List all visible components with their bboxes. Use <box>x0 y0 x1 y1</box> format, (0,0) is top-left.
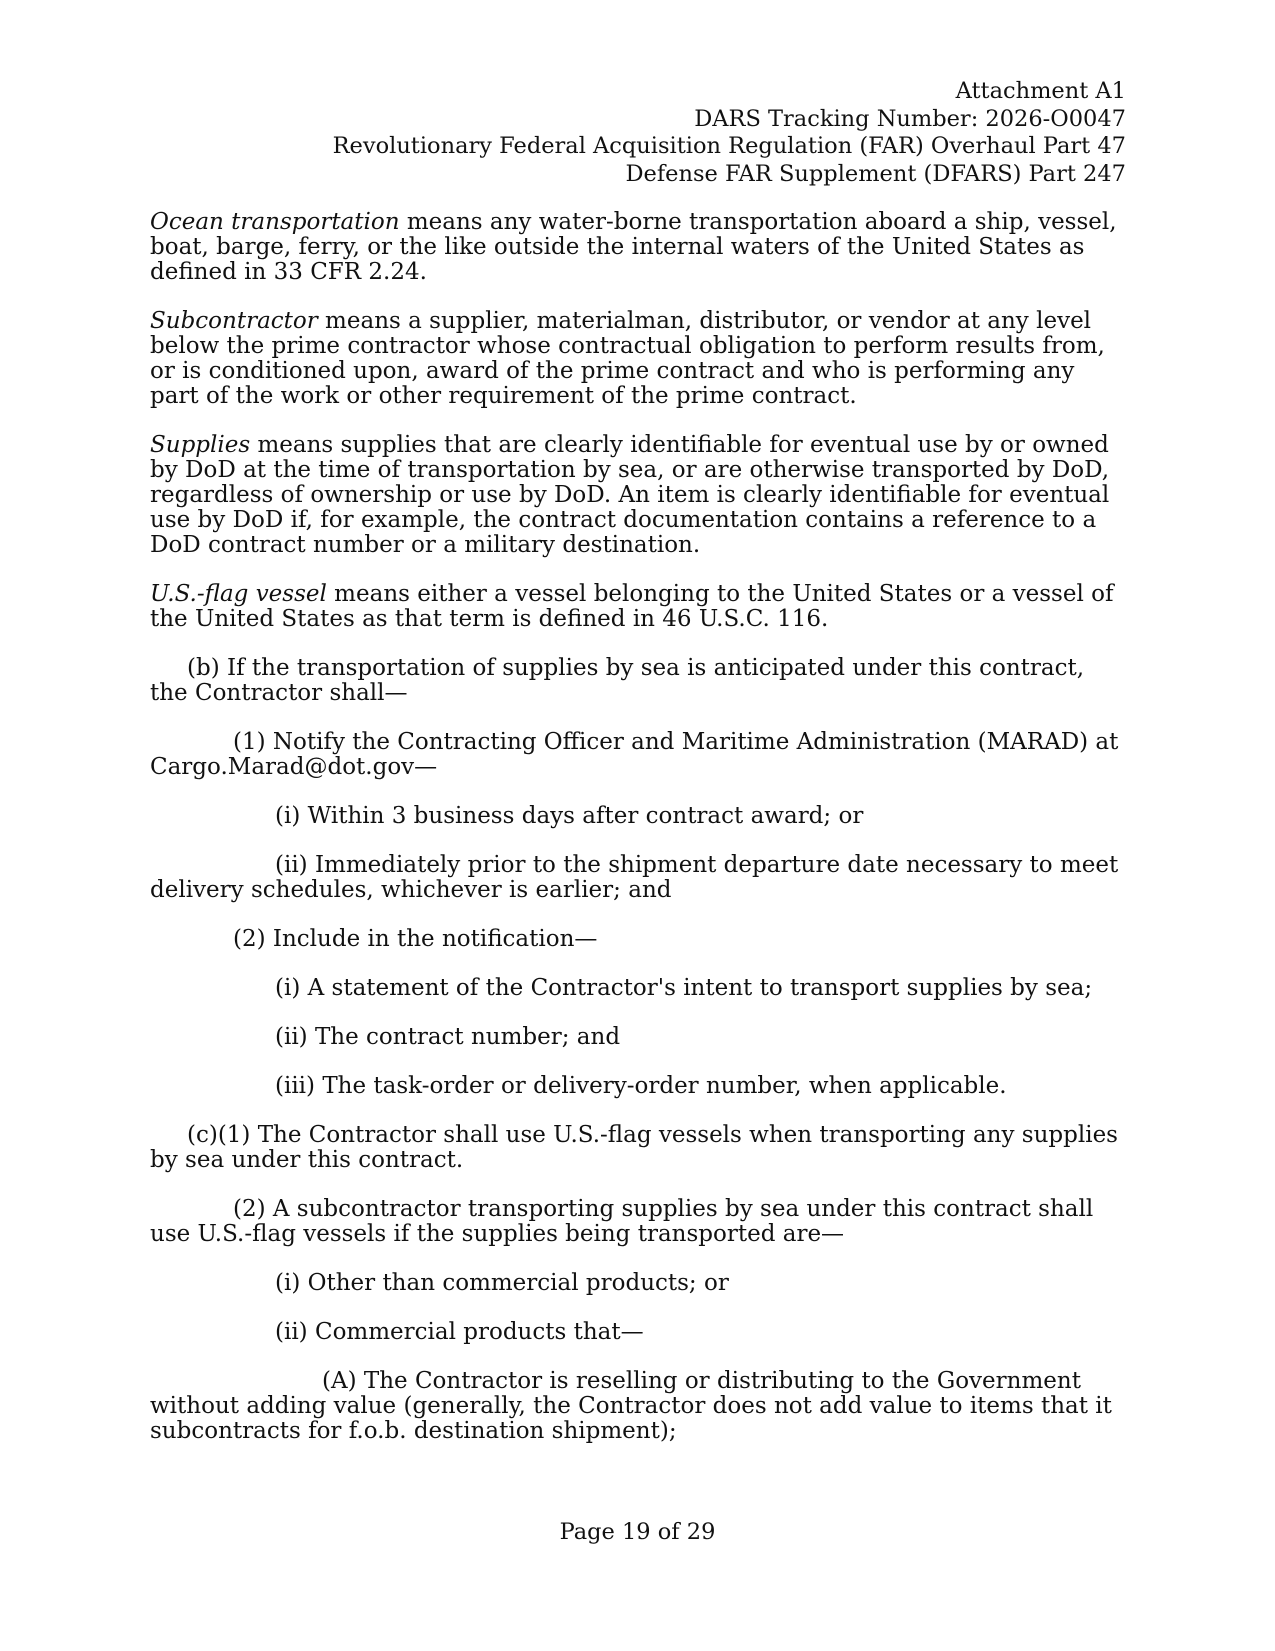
paragraph-b-1-ii: (ii) Immediately prior to the shipment departure date necessary to meet delivery schedules, whichever is earlier; and <box>150 852 1119 903</box>
paragraph-b-1: (1) Notify the Contracting Officer and Maritime Administration (MARAD) at Cargo.Marad@dot.gov— <box>150 729 1119 780</box>
paragraph-b-2-iii: (iii) The task-order or delivery-order number, when applicable. <box>275 1073 1007 1099</box>
definition-text: means any water-borne transportation aboard a ship, vessel, boat, barge, ferry, or the like outside the internal waters of the United States as defined in 33 CFR 2.24. <box>150 209 1117 285</box>
paragraph-b-1-i: (i) Within 3 business days after contract award; or <box>275 803 864 829</box>
definition-text: means either a vessel belonging to the United States or a vessel of the United States as that term is defined in 46 U.S.C. 116. <box>150 581 1114 632</box>
document-header <box>333 78 1126 188</box>
paragraph-b-2-i: (i) A statement of the Contractor's intent to transport supplies by sea; <box>275 975 1093 1001</box>
definition-text: means supplies that are clearly identifiable for eventual use by or owned by DoD at the time of transportation by sea, or are otherwise transported by DoD, regardless of ownership or use by DoD. An item is clearly identifiable for eventual use by DoD if, for example, the contract documentation contains a reference to a DoD contract number or a military destination. <box>150 432 1110 558</box>
definition-supplies <box>150 433 1125 558</box>
definition-text: means a supplier, materialman, distributor, or vendor at any level below the prime contractor whose contractual obligation to perform results from, or is conditioned upon, award of the prime contract and who is performing any part of the work or other requirement of the prime contract. <box>150 308 1105 409</box>
paragraph-c-2: (2) A subcontractor transporting supplies by sea under this contract shall use U.S.-flag vessels if the supplies being transported are— <box>150 1196 1094 1247</box>
definition-term: Ocean transportation <box>150 209 400 235</box>
attachment-label: Attachment A1 <box>955 78 1126 104</box>
dfars-part-title: Defense FAR Supplement (DFARS) Part 247 <box>625 160 1126 187</box>
paragraph-c-2-ii-a: (A) The Contractor is reselling or distributing to the Government without adding value (generally, the Contractor does not add value to items that it subcontracts for f.o.b. destination shipment); <box>150 1368 1112 1444</box>
definition-us-flag-vessel <box>150 582 1125 632</box>
paragraph-c-2-ii: (ii) Commercial products that— <box>275 1319 644 1345</box>
definition-term: Supplies <box>150 432 251 458</box>
document-body <box>150 210 1125 1444</box>
paragraph-b: (b) If the transportation of supplies by sea is anticipated under this contract, the Contractor shall— <box>150 655 1085 706</box>
page-number: Page 19 of 29 <box>559 1519 716 1545</box>
paragraph-b-2: (2) Include in the notification— <box>233 926 598 952</box>
definition-ocean-transportation <box>150 210 1125 285</box>
paragraph-b-2-ii: (ii) The contract number; and <box>275 1024 621 1050</box>
definition-subcontractor <box>150 309 1125 409</box>
far-part-title: Revolutionary Federal Acquisition Regulation (FAR) Overhaul Part 47 <box>332 133 1126 159</box>
definition-term: U.S.-flag vessel <box>150 581 327 607</box>
paragraph-c-1: (c)(1) The Contractor shall use U.S.-flag vessels when transporting any supplies by sea under this contract. <box>150 1122 1118 1173</box>
tracking-number: DARS Tracking Number: 2026-O0047 <box>694 105 1126 132</box>
paragraph-c-2-i: (i) Other than commercial products; or <box>275 1270 729 1296</box>
definition-term: Subcontractor <box>150 308 318 334</box>
